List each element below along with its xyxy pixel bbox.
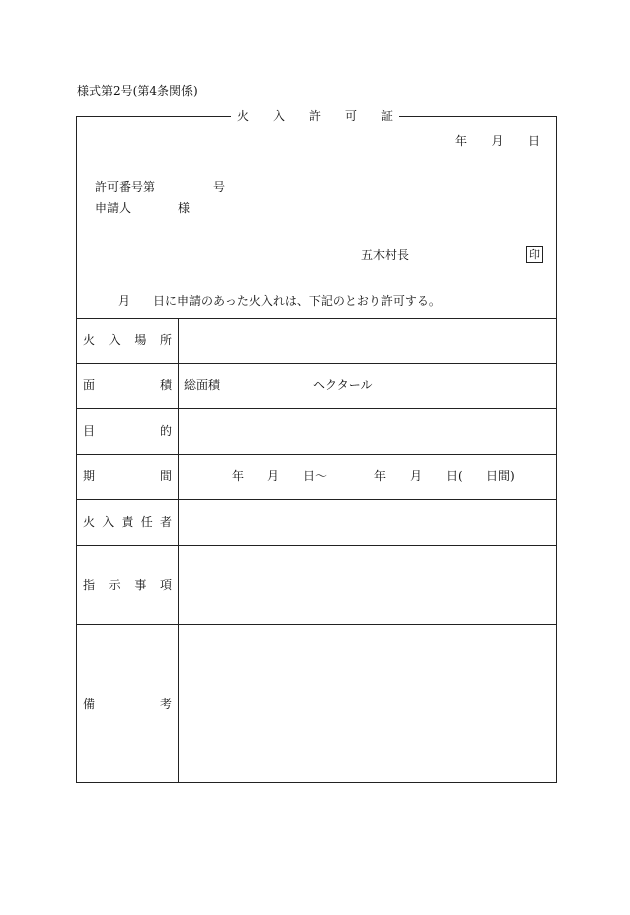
seal-mark: 印: [526, 246, 543, 263]
period-start-year: 年: [232, 469, 245, 483]
row-label-remarks: 備考: [83, 697, 172, 711]
row-divider: [76, 363, 557, 364]
period-start-day: 日〜: [303, 469, 328, 483]
form-reference: 様式第2号(第4条関係): [77, 84, 198, 98]
period-end-year: 年: [374, 469, 387, 483]
period-end-month: 月: [410, 469, 423, 483]
table-column-divider: [178, 318, 179, 783]
form-title: 火 入 許 可 証: [231, 109, 399, 123]
row-label-fire-manager: 火入責任者: [83, 515, 172, 529]
row-label-period: 期間: [83, 469, 172, 483]
area-unit: ヘクタール: [313, 378, 373, 392]
row-label-instructions: 指示事項: [83, 578, 172, 592]
table-top-border: [76, 318, 557, 319]
row-divider: [76, 408, 557, 409]
permit-number-suffix: 号: [213, 180, 226, 194]
mayor-title: 五木村長: [361, 248, 410, 262]
applicant-label: 申請人: [95, 201, 132, 215]
applicant-honorific: 様: [178, 201, 191, 215]
period-start-month: 月: [267, 469, 280, 483]
period-days: 日間): [486, 469, 515, 483]
row-label-fire-location: 火入場所: [83, 333, 172, 347]
notice-month: 月: [118, 294, 131, 308]
form-frame: [76, 116, 557, 783]
row-label-purpose: 目的: [83, 424, 172, 438]
row-divider: [76, 454, 557, 455]
period-end-day: 日(: [446, 469, 463, 483]
issue-date: 年 月 日: [455, 134, 540, 148]
row-divider: [76, 499, 557, 500]
permit-number-label: 許可番号第: [95, 180, 156, 194]
area-total-label: 総面積: [184, 378, 221, 392]
row-divider: [76, 624, 557, 625]
permit-notice: 日に申請のあった火入れは、下記のとおり許可する。: [153, 294, 441, 308]
row-divider: [76, 545, 557, 546]
row-label-area: 面積: [83, 378, 172, 392]
